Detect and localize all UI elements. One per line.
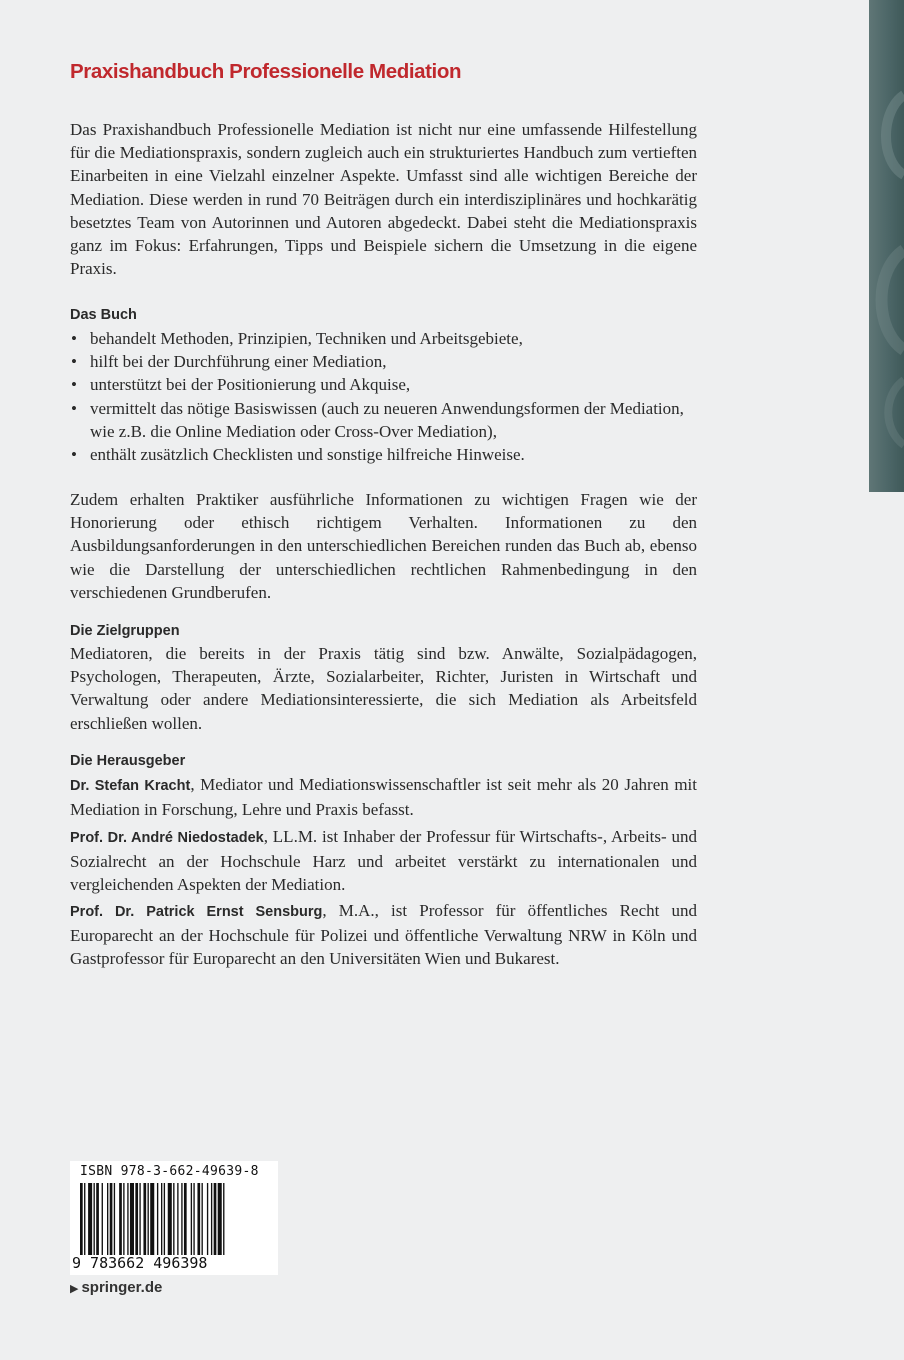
barcode-bar <box>177 1183 178 1255</box>
barcode-bar <box>191 1183 192 1255</box>
barcode-bar <box>143 1183 146 1255</box>
barcode-bar <box>102 1183 103 1255</box>
barcode-bar <box>80 1183 83 1255</box>
barcode-bar <box>157 1183 158 1255</box>
barcode-bar <box>110 1183 113 1255</box>
barcode-bar <box>181 1183 182 1255</box>
barcode-bar <box>88 1183 92 1255</box>
editor-bio: Prof. Dr. André Niedostadek, LL.M. ist Inhaber der Professur für Wirtschafts-, Arbeits- und Sozialrecht an der Hochschule Harz und arbeitet verstärkt zu internationalen und vergleichenden Aspekten der Mediation. <box>70 827 697 895</box>
list-item: • unterstützt bei der Positionierung und Akquise, <box>71 375 411 395</box>
editor-name: Dr. Stefan Kracht <box>70 778 191 794</box>
barcode-bar <box>127 1183 128 1255</box>
barcode-bar <box>218 1183 222 1255</box>
barcode-bar <box>168 1183 172 1255</box>
barcode-bar <box>197 1183 200 1255</box>
list-item: • vermittelt das nötige Basiswissen (auch zu neueren Anwendungsformen der Mediation, wie z.B. die Online Mediation oder Cross-Over Mediation), <box>71 398 684 441</box>
barcode-bar <box>202 1183 203 1255</box>
book-heading: Das Buch <box>70 307 137 323</box>
barcode-bar <box>214 1183 217 1255</box>
publisher-url: springer.de <box>81 1279 163 1296</box>
isbn-barcode <box>70 1161 278 1275</box>
barcode-bar <box>135 1183 138 1255</box>
details-paragraph: Zudem erhalten Praktiker ausführliche Informationen zu wichtigen Fragen wie der Honorierung oder ethisch richtigem Verhalten. Informationen zu den Ausbildungsanforderungen in den unterschiedlichen Bereichen runden das Buch ab, ebenso wie die Darstellung der unterschiedlichen rechtlichen Rahmenbedingung in den verschiedenen Grundberufen. <box>70 490 697 602</box>
side-color-band <box>869 0 904 492</box>
barcode-bar <box>84 1183 85 1255</box>
barcode-bar <box>173 1183 174 1255</box>
barcode-bar <box>148 1183 149 1255</box>
barcode-bar <box>123 1183 124 1255</box>
barcode-bar <box>223 1183 224 1255</box>
barcode-bar <box>114 1183 115 1255</box>
barcode-bar <box>193 1183 194 1255</box>
barcode-bar <box>150 1183 154 1255</box>
list-item: • enthält zusätzlich Checklisten und sonstige hilfreiche Hinweise. <box>71 445 525 465</box>
editor-bio: Dr. Stefan Kracht, Mediator und Mediationswissenschaftler ist seit mehr als 20 Jahren mit Mediation in Forschung, Lehre und Praxis befasst. <box>70 775 697 820</box>
book-title: Praxishandbuch Professionelle Mediation <box>70 60 462 83</box>
list-item: • behandelt Methoden, Prinzipien, Techniken und Arbeitsgebiete, <box>71 329 523 348</box>
barcode-bar <box>164 1183 165 1255</box>
barcode-bar <box>207 1183 208 1255</box>
ean-digits: 9 783662 496398 <box>72 1254 208 1272</box>
list-item: • hilft bei der Durchführung einer Mediation, <box>71 352 387 372</box>
barcode-bar <box>96 1183 99 1255</box>
barcode-bar <box>161 1183 162 1255</box>
decorative-letter-graphic <box>869 0 904 492</box>
barcode-bar <box>94 1183 95 1255</box>
barcode-bar <box>184 1183 187 1255</box>
barcode-bar <box>139 1183 140 1255</box>
barcode-bar <box>107 1183 108 1255</box>
barcode-bar <box>211 1183 212 1255</box>
barcode-bars <box>80 1183 270 1255</box>
feature-list <box>70 327 697 466</box>
intro-paragraph: Das Praxishandbuch Professionelle Mediation ist nicht nur eine umfassende Hilfestellung für die Mediationspraxis, sondern zugleich auch ein strukturiertes Handbuch zum vertieften Einarbeiten in eine Vielzahl einzelner Aspekte. Umfasst sind alle wichtigen Bereiche der Mediation. Diese werden in rund 70 Beiträgen durch ein interdisziplinäres und hochkarätig besetztes Team von Autorinnen und Autoren abgedeckt. Dabei steht die Mediationspraxis ganz im Fokus: Erfahrungen, Tipps und Beispiele sichern die Umsetzung in die eigene Praxis. <box>70 120 697 279</box>
editor-name: Prof. Dr. Patrick Ernst Sensburg <box>70 904 323 920</box>
editor-name: Prof. Dr. André Niedostadek <box>70 830 264 846</box>
barcode-bar <box>119 1183 122 1255</box>
audience-heading: Die Zielgruppen <box>70 623 180 639</box>
editor-bio: Prof. Dr. Patrick Ernst Sensburg, M.A., ist Professor für öffentliches Recht und Europarecht an der Hochschule für Polizei und öffentliche Verwaltung NRW in Köln und Gastprofessor für Europarecht an den Universitäten Wien und Bukarest. <box>70 901 697 969</box>
isbn-number: ISBN 978-3-662-49639-8 <box>80 1164 259 1179</box>
audience-paragraph: Mediatoren, die bereits in der Praxis tätig sind bzw. Anwälte, Sozialpädagogen, Psychologen, Therapeuten, Ärzte, Sozialarbeiter, Richter, Juristen in Wirtschaft und Verwaltung oder andere Mediationsinteressierte, die sich Mediation als Arbeitsfeld erschließen wollen. <box>70 644 697 733</box>
publisher-link[interactable] <box>70 1279 162 1296</box>
arrow-icon: ▶ <box>70 1283 79 1295</box>
barcode-bar <box>130 1183 134 1255</box>
editors-heading: Die Herausgeber <box>70 753 186 769</box>
